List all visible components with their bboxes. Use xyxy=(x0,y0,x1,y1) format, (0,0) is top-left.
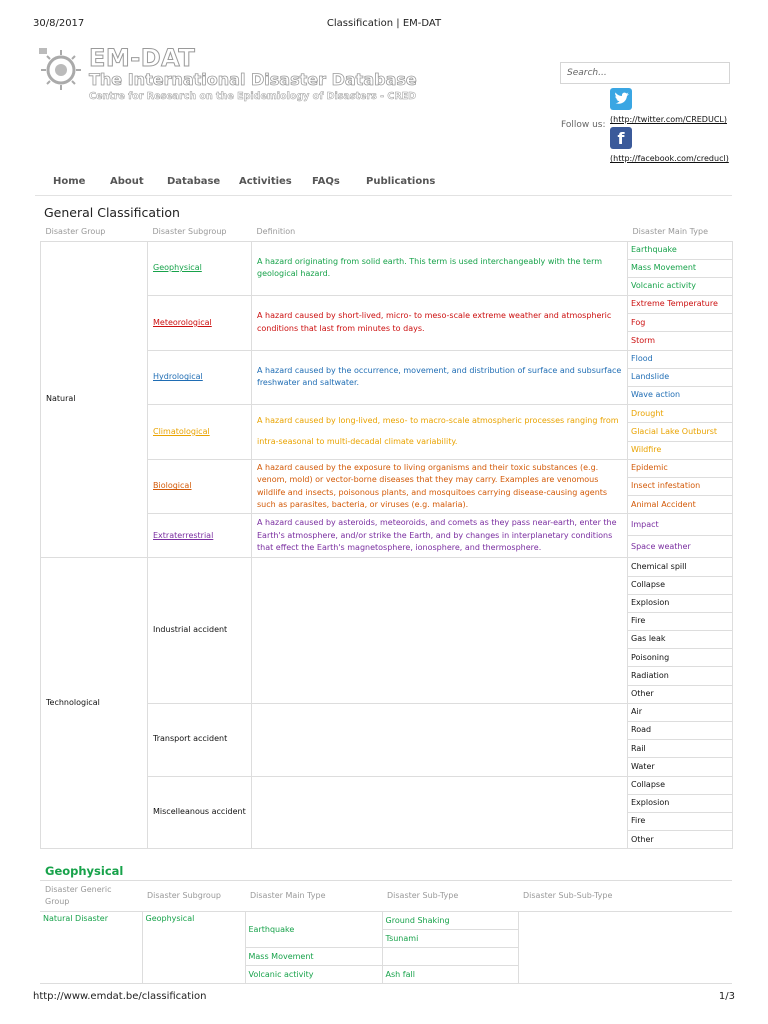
logo-org: Centre for Research on the Epidemiology of Disasters - CRED xyxy=(89,91,417,102)
header-definition: Definition xyxy=(256,227,296,237)
type-wildfire: Wildfire xyxy=(628,441,733,459)
geo-sub-ash-fall: Ash fall xyxy=(382,966,518,984)
nav-publications[interactable]: Publications xyxy=(366,176,436,187)
print-url: http://www.emdat.be/classification xyxy=(33,991,207,1002)
follow-label: Follow us: xyxy=(561,120,606,130)
logo-name: EM-DAT xyxy=(89,44,196,72)
twitter-link[interactable]: (http://twitter.com/CREDUCL) xyxy=(610,115,727,124)
header-main-type: Disaster Main Type xyxy=(632,227,709,237)
geo-header-sub-sub-type: Disaster Sub-Sub-Type xyxy=(518,881,732,912)
geo-main-earthquake: Earthquake xyxy=(245,912,382,948)
geo-header-main-type: Disaster Main Type xyxy=(245,881,382,912)
type-glacial-lake: Glacial Lake Outburst xyxy=(628,423,733,441)
nav-activities[interactable]: Activities xyxy=(239,176,292,187)
table-row xyxy=(41,558,733,576)
geophysical-table xyxy=(40,880,732,984)
geo-main-mass-movement: Mass Movement xyxy=(245,948,382,966)
type-radiation: Radiation xyxy=(628,667,733,685)
general-classification-title: General Classification xyxy=(44,205,180,220)
type-fog: Fog xyxy=(628,314,733,332)
definition-miscellaneous xyxy=(252,776,628,849)
type-space-weather: Space weather xyxy=(628,536,733,558)
type-insect-infestation: Insect infestation xyxy=(628,477,733,495)
type-volcanic: Volcanic activity xyxy=(628,277,733,295)
type-impact: Impact xyxy=(628,514,733,536)
definition-transport xyxy=(252,703,628,776)
type-drought: Drought xyxy=(628,405,733,423)
geo-sub-sub-empty xyxy=(518,912,732,984)
twitter-icon[interactable] xyxy=(610,88,632,110)
table-row xyxy=(41,241,733,259)
table-header-row xyxy=(41,223,733,241)
definition-meteorological: A hazard caused by short-lived, micro- to meso-scale extreme weather and atmospheric conditions that last from minutes to days. xyxy=(252,296,628,351)
geo-main-volcanic: Volcanic activity xyxy=(245,966,382,984)
search-input[interactable]: Search... xyxy=(560,62,730,84)
group-technological: Technological xyxy=(41,558,148,849)
table-header-row xyxy=(40,881,732,912)
type-poisoning: Poisoning xyxy=(628,649,733,667)
main-nav xyxy=(35,168,732,196)
type-wave-action: Wave action xyxy=(628,387,733,405)
print-header xyxy=(33,18,735,32)
type-fire: Fire xyxy=(628,612,733,630)
geo-sub-tsunami: Tsunami xyxy=(382,930,518,948)
type-rail: Rail xyxy=(628,740,733,758)
emdat-logo[interactable] xyxy=(37,44,417,106)
group-natural: Natural xyxy=(41,241,148,558)
geo-subgroup: Geophysical xyxy=(142,912,245,984)
type-gas-leak: Gas leak xyxy=(628,631,733,649)
table-row xyxy=(40,912,732,930)
nav-about[interactable]: About xyxy=(110,176,144,187)
type-water: Water xyxy=(628,758,733,776)
type-misc-other: Other xyxy=(628,831,733,849)
geophysical-title: Geophysical xyxy=(45,864,124,878)
definition-hydrological: A hazard caused by the occurrence, movement, and distribution of surface and subsurface freshwater and saltwater. xyxy=(252,350,628,405)
type-road: Road xyxy=(628,722,733,740)
subgroup-geophysical[interactable]: Geophysical xyxy=(148,241,252,296)
geo-header-generic: Disaster Generic Group xyxy=(40,881,142,912)
type-other: Other xyxy=(628,685,733,703)
geo-generic-group: Natural Disaster xyxy=(40,912,142,984)
nav-faqs[interactable]: FAQs xyxy=(312,176,340,187)
print-date: 30/8/2017 xyxy=(33,18,85,29)
subgroup-industrial: Industrial accident xyxy=(148,558,252,704)
definition-industrial xyxy=(252,558,628,704)
type-chemical-spill: Chemical spill xyxy=(628,558,733,576)
type-storm: Storm xyxy=(628,332,733,350)
definition-climatological xyxy=(252,405,628,460)
type-flood: Flood xyxy=(628,350,733,368)
type-epidemic: Epidemic xyxy=(628,459,733,477)
geo-header-subgroup: Disaster Subgroup xyxy=(142,881,245,912)
geo-header-sub-type: Disaster Sub-Type xyxy=(382,881,518,912)
type-extreme-temperature: Extreme Temperature xyxy=(628,296,733,314)
print-page-number: 1/3 xyxy=(718,991,735,1002)
print-footer xyxy=(33,991,735,1005)
geo-sub-ground-shaking: Ground Shaking xyxy=(382,912,518,930)
logo-subtitle: The International Disaster Database xyxy=(89,70,417,89)
definition-extraterrestrial: A hazard caused by asteroids, meteoroids, and comets as they pass near-earth, enter the Earth's atmosphere, and/or strike the Earth, and by changes in interplanetary conditions that effect the Earth's magnetosphere, ionosphere, and thermosphere. xyxy=(252,514,628,558)
definition-climatological-line2: intra-seasonal to multi-decadal climate variability. xyxy=(257,437,458,447)
subgroup-hydrological[interactable]: Hydrological xyxy=(148,350,252,405)
subgroup-climatological[interactable]: Climatological xyxy=(148,405,252,460)
subgroup-transport: Transport accident xyxy=(148,703,252,776)
type-animal-accident: Animal Accident xyxy=(628,496,733,514)
subgroup-meteorological[interactable]: Meteorological xyxy=(148,296,252,351)
globe-logo-icon xyxy=(37,44,85,100)
type-explosion: Explosion xyxy=(628,594,733,612)
definition-biological: A hazard caused by the exposure to living organisms and their toxic substances (e.g. venom, mold) or vector-borne diseases that they may carry. Examples are venomous wildlife and insects, poisonous plants, and mosquitoes carrying disease-causing agents such as parasites, bacteria, or viruses (e.g. malaria). xyxy=(252,459,628,514)
type-mass-movement: Mass Movement xyxy=(628,259,733,277)
type-misc-fire: Fire xyxy=(628,812,733,830)
subgroup-extraterrestrial[interactable]: Extraterrestrial xyxy=(148,514,252,558)
type-misc-collapse: Collapse xyxy=(628,776,733,794)
geo-sub-mass-empty xyxy=(382,948,518,966)
type-landslide: Landslide xyxy=(628,368,733,386)
facebook-icon[interactable]: f xyxy=(610,127,632,149)
subgroup-miscellaneous: Miscelleanous accident xyxy=(148,776,252,849)
header-subgroup: Disaster Subgroup xyxy=(152,227,227,237)
print-page-title: Classification | EM-DAT xyxy=(326,18,442,29)
nav-database[interactable]: Database xyxy=(167,176,221,187)
subgroup-biological[interactable]: Biological xyxy=(148,459,252,514)
general-classification-table xyxy=(40,223,733,849)
definition-climatological-line1: A hazard caused by long-lived, meso- to macro-scale atmospheric processes ranging from xyxy=(257,416,619,426)
type-collapse: Collapse xyxy=(628,576,733,594)
header-group: Disaster Group xyxy=(45,227,106,237)
type-misc-explosion: Explosion xyxy=(628,794,733,812)
type-air: Air xyxy=(628,703,733,721)
facebook-link[interactable]: (http://facebook.com/creducl) xyxy=(610,154,729,163)
nav-home[interactable]: Home xyxy=(53,176,86,187)
definition-geophysical: A hazard originating from solid earth. This term is used interchangeably with the term geological hazard. xyxy=(252,241,628,296)
type-earthquake: Earthquake xyxy=(628,241,733,259)
